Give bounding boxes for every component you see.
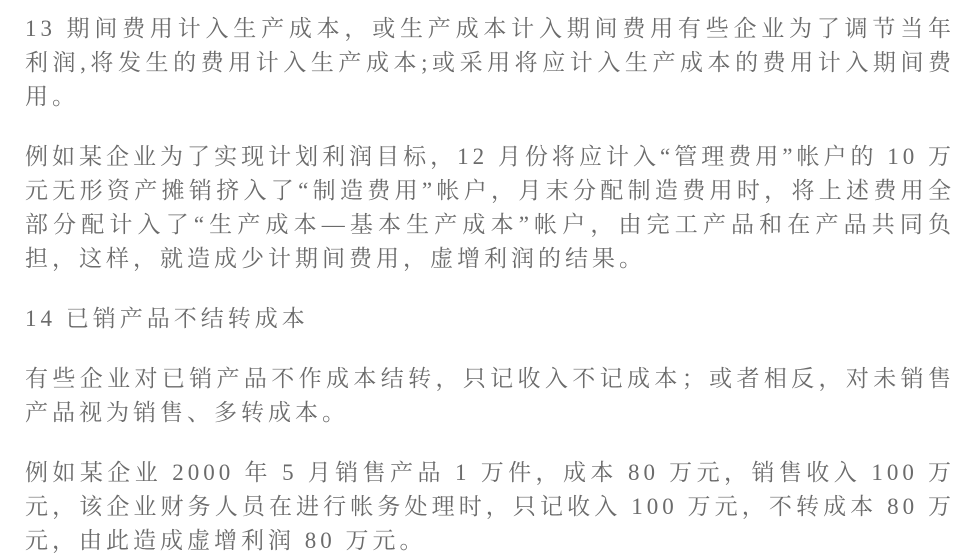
paragraph-example-admin-expense: 例如某企业为了实现计划利润目标，12 月份将应计入“管理费用”帐户的 10 万元无形资产摊销挤入了“制造费用”帐户，月末分配制造费用时，将上述费用全部分配计入了“生产成本—基本生产成本”帐户，由完工产品和在产品共同负担，这样，就造成少计期间费用，虚增利润的结果。 — [25, 144, 955, 271]
paragraph-example-sales-2000: 例如某企业 2000 年 5 月销售产品 1 万件，成本 80 万元，销售收入 100 万元，该企业财务人员在进行帐务处理时，只记收入 100 万元，不转成本 80 万元，由此造成虚增利润 80 万元。 — [25, 460, 955, 553]
paragraph-no-cost-carryover: 有些企业对已销产品不作成本结转，只记收入不记成本；或者相反，对未销售产品视为销售、多转成本。 — [25, 366, 955, 425]
heading-item-14-unsold-cost: 14 已销产品不结转成本 — [25, 306, 309, 331]
paragraph-period-expense-misclassification: 13 期间费用计入生产成本，或生产成本计入期间费用有些企业为了调节当年利润,将发生的费用计入生产成本;或采用将应计入生产成本的费用计入期间费用。 — [25, 16, 955, 109]
